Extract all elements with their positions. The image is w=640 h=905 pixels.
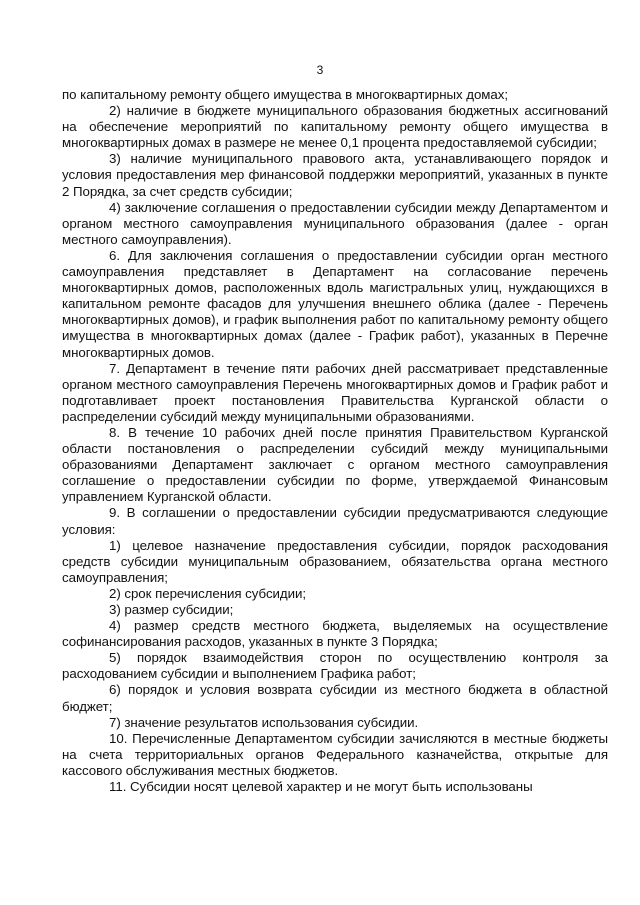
paragraph: 7. Департамент в течение пяти рабочих дней рассматривает представленные органом местного самоуправления Перечень многоквартирных домов и График работ и подготавливает проект постановления Правительства Курганской области о распределении субсидий между муниципальными образованиями. xyxy=(62,360,608,424)
paragraph: 3) наличие муниципального правового акта, устанавливающего порядок и условия предоставления мер финансовой поддержки мероприятий, указанных в пункте 2 Порядка, за счет средств субсидии; xyxy=(62,151,608,199)
paragraph: 6) порядок и условия возврата субсидии из местного бюджета в областной бюджет; xyxy=(62,682,608,714)
paragraph: 2) наличие в бюджете муниципального образования бюджетных ассигнований на обеспечение мероприятий по капитальному ремонту общего имущества в многоквартирных домах в размере не менее 0,1 процента предоставляемой субсидии; xyxy=(62,103,608,151)
paragraph: 11. Субсидии носят целевой характер и не могут быть использованы xyxy=(109,779,533,795)
paragraph: 7) значение результатов использования субсидии. xyxy=(109,714,419,730)
paragraph: 6. Для заключения соглашения о предоставлении субсидии орган местного самоуправления представляет в Департамент на согласование перечень многоквартирных домов, расположенных вдоль магистральных улиц, нуждающихся в капитальном ремонте фасадов для улучшения внешнего облика (далее - Перечень многоквартирных домов), и график выполнения работ по капитальному ремонту общего имущества в многоквартирных домах (далее - График работ), указанных в Перечне многоквартирных домов. xyxy=(62,247,608,360)
paragraph: 8. В течение 10 рабочих дней после принятия Правительством Курганской области постановления о распределении субсидий между муниципальными образованиями Департамент заключает с органом местного самоуправления соглашение о предоставлении субсидии по форме, утверждаемой Финансовым управлением Курганской области. xyxy=(62,424,608,505)
paragraph: 3) размер субсидии; xyxy=(109,602,234,617)
paragraph: по капитальному ремонту общего имущества в многоквартирных домах; xyxy=(62,87,508,102)
paragraph: 9. В соглашении о предоставлении субсидии предусматриваются следующие условия: xyxy=(62,505,608,537)
paragraph: 10. Перечисленные Департаментом субсидии зачисляются в местные бюджеты на счета территориальных органов Федерального казначейства, открытые для кассового обслуживания местных бюджетов. xyxy=(62,730,608,778)
paragraph: 1) целевое назначение предоставления субсидии, порядок расходования средств субсидии муниципальным образованием, обязательства органа местного самоуправления; xyxy=(62,537,608,585)
paragraph: 5) порядок взаимодействия сторон по осуществлению контроля за расходованием субсидии и выполнением Графика работ; xyxy=(62,650,608,682)
paragraph: 2) срок перечисления субсидии; xyxy=(109,585,307,601)
document-body xyxy=(62,87,608,795)
paragraph: 4) заключение соглашения о предоставлении субсидии между Департаментом и органом местного самоуправления муниципального образования (далее - орган местного самоуправления). xyxy=(62,199,608,247)
paragraph: 4) размер средств местного бюджета, выделяемых на осуществление софинансирования расходов, указанных в пункте 3 Порядка; xyxy=(62,618,608,650)
page-number: 3 xyxy=(316,63,324,77)
